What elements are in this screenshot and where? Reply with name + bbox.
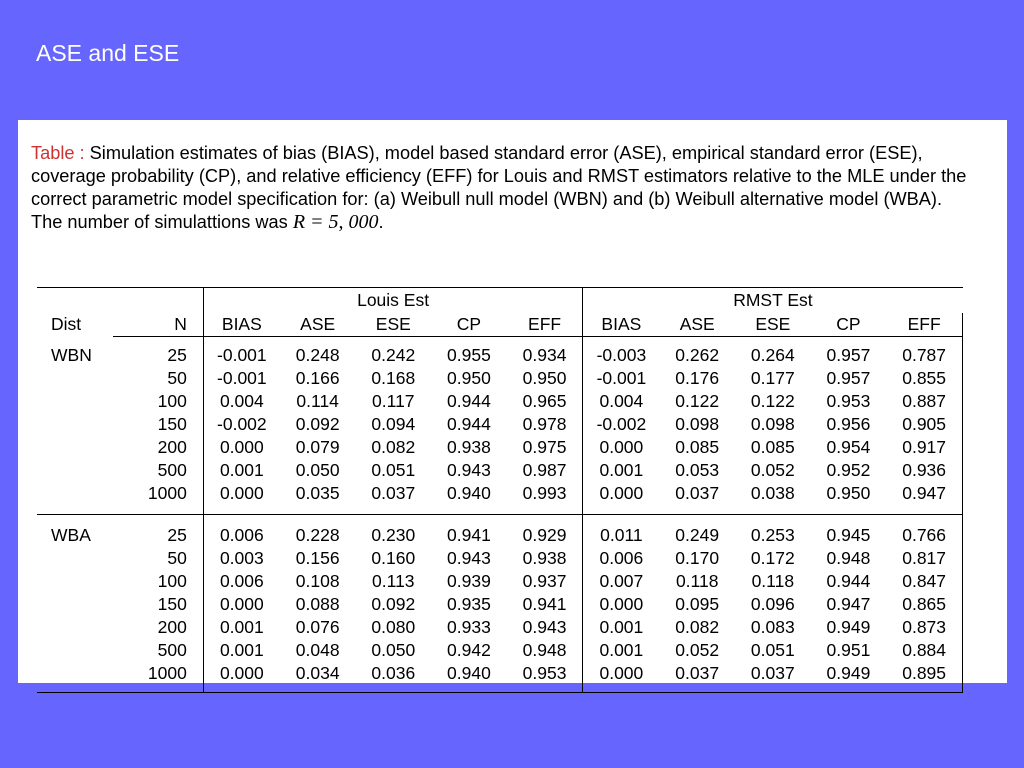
rmst-ese-cell: 0.052 <box>750 460 795 480</box>
louis-eff-cell: 0.965 <box>522 391 567 411</box>
rmst-bias-cell: 0.000 <box>583 662 660 685</box>
sample-size: 1000 <box>147 483 187 503</box>
rmst-bias-cell: 0.004 <box>583 390 660 413</box>
rmst-cp-cell: 0.951 <box>826 640 871 660</box>
col-header-louis-bias: BIAS <box>203 313 280 337</box>
louis-cp-cell: 0.944 <box>447 391 491 411</box>
louis-eff-cell: 0.948 <box>522 640 567 660</box>
results-table <box>37 287 963 693</box>
rmst-eff-cell: 0.873 <box>886 616 962 639</box>
col-header-louis-cp: CP <box>431 313 507 337</box>
rmst-ese-cell: 0.085 <box>750 437 795 457</box>
rmst-bias-cell: 0.001 <box>583 639 660 662</box>
col-header-rmst-ase: ASE <box>659 313 735 337</box>
rmst-ase-cell: 0.122 <box>675 391 720 411</box>
louis-cp-cell: 0.940 <box>447 663 491 683</box>
table-row <box>37 344 963 367</box>
caption-text: Simulation estimates of bias (BIAS), model based standard error (ASE), empirical standard error (ESE), coverage probability (CP), and relative efficiency (EFF) for Louis and RMST estimators relative to the MLE under the correct parametric model specification for: (a) Weibull null model (WBN) and (b) Weibull alternative model (WBA). The number of simulattions was <box>31 143 967 232</box>
louis-bias-cell: 0.001 <box>203 616 280 639</box>
louis-bias-cell: 0.006 <box>203 570 280 593</box>
rmst-ese-cell: 0.264 <box>750 345 795 365</box>
louis-bias-cell: -0.002 <box>203 413 280 436</box>
rmst-cp-cell: 0.945 <box>826 525 871 545</box>
louis-ese-cell: 0.094 <box>371 414 416 434</box>
louis-ase-cell: 0.079 <box>295 437 340 457</box>
rmst-ase-cell: 0.052 <box>675 640 720 660</box>
dist-label: WBA <box>51 525 91 545</box>
col-header-dist: Dist <box>51 314 82 335</box>
col-header-louis-ase: ASE <box>280 313 356 337</box>
louis-bias-cell: 0.000 <box>203 593 280 616</box>
louis-bias-cell: 0.000 <box>203 436 280 459</box>
louis-ase-cell: 0.092 <box>295 414 340 434</box>
dist-empty <box>37 593 113 616</box>
louis-ese-cell: 0.113 <box>372 571 415 591</box>
rmst-eff-cell: 0.936 <box>886 459 962 482</box>
louis-ase-cell: 0.050 <box>295 460 340 480</box>
table-row <box>37 459 963 482</box>
louis-cp-cell: 0.940 <box>447 483 491 503</box>
rmst-bias-cell: 0.000 <box>583 482 660 505</box>
rmst-eff-cell: 0.817 <box>886 547 962 570</box>
sample-size: 25 <box>167 525 187 545</box>
sample-size: 200 <box>157 437 187 457</box>
rmst-ese-cell: 0.051 <box>750 640 795 660</box>
col-header-rmst-cp: CP <box>811 313 887 337</box>
col-header-louis-eff: EFF <box>507 313 583 337</box>
rmst-eff-cell: 0.884 <box>886 639 962 662</box>
louis-bias-cell: 0.004 <box>203 390 280 413</box>
louis-ase-cell: 0.166 <box>295 368 340 388</box>
dist-empty <box>37 662 113 685</box>
louis-bias-cell: -0.001 <box>203 344 280 367</box>
louis-ase-cell: 0.156 <box>295 548 340 568</box>
louis-ase-cell: 0.108 <box>295 571 340 591</box>
caption-math: R = 5, 000 <box>292 211 379 233</box>
louis-ase-cell: 0.228 <box>295 525 340 545</box>
sample-size: 150 <box>157 594 187 614</box>
table-row <box>37 390 963 413</box>
caption-end: . <box>378 212 384 232</box>
rmst-ase-cell: 0.098 <box>675 414 720 434</box>
rmst-eff-cell: 0.865 <box>886 593 962 616</box>
louis-cp-cell: 0.955 <box>447 345 491 365</box>
dist-empty <box>37 570 113 593</box>
rmst-ase-cell: 0.118 <box>675 571 719 591</box>
rmst-cp-cell: 0.952 <box>826 460 871 480</box>
rmst-ese-cell: 0.177 <box>750 368 795 388</box>
louis-ese-cell: 0.082 <box>371 437 416 457</box>
sample-size: 150 <box>157 414 187 434</box>
rmst-ase-cell: 0.170 <box>675 548 720 568</box>
rmst-ase-cell: 0.085 <box>675 437 720 457</box>
dist-empty <box>37 639 113 662</box>
rmst-ase-cell: 0.082 <box>675 617 720 637</box>
dist-empty <box>37 547 113 570</box>
rmst-bias-cell: 0.000 <box>583 593 660 616</box>
col-header-rmst-ese: ESE <box>735 313 811 337</box>
dist-empty <box>37 436 113 459</box>
louis-ese-cell: 0.051 <box>371 460 416 480</box>
sample-size: 50 <box>167 548 187 568</box>
table-spacer <box>37 515 963 525</box>
rmst-eff-cell: 0.887 <box>886 390 962 413</box>
louis-eff-cell: 0.975 <box>522 437 567 457</box>
louis-ese-cell: 0.168 <box>371 368 416 388</box>
dist-empty <box>37 413 113 436</box>
louis-bias-cell: 0.001 <box>203 639 280 662</box>
dist-empty <box>37 482 113 505</box>
louis-eff-cell: 0.941 <box>522 594 567 614</box>
table-figure <box>18 120 1007 683</box>
louis-ese-cell: 0.160 <box>371 548 416 568</box>
table-row <box>37 570 963 593</box>
rmst-cp-cell: 0.950 <box>826 483 871 503</box>
louis-cp-cell: 0.941 <box>447 525 491 545</box>
dist-empty <box>37 367 113 390</box>
louis-ese-cell: 0.230 <box>371 525 416 545</box>
rmst-bias-cell: 0.001 <box>583 616 660 639</box>
rmst-bias-cell: 0.007 <box>583 570 660 593</box>
rmst-ese-cell: 0.083 <box>750 617 795 637</box>
caption-label: Table : <box>31 143 85 163</box>
louis-eff-cell: 0.987 <box>522 460 567 480</box>
group-header-louis: Louis Est <box>203 288 583 314</box>
rmst-bias-cell: 0.000 <box>583 436 660 459</box>
sample-size: 100 <box>157 571 187 591</box>
louis-ase-cell: 0.248 <box>295 345 340 365</box>
rmst-cp-cell: 0.956 <box>826 414 871 434</box>
rmst-ase-cell: 0.176 <box>675 368 720 388</box>
table-row <box>37 662 963 685</box>
rmst-ese-cell: 0.122 <box>750 391 795 411</box>
louis-cp-cell: 0.933 <box>447 617 491 637</box>
louis-eff-cell: 0.978 <box>522 414 567 434</box>
rmst-cp-cell: 0.949 <box>826 617 871 637</box>
table-row <box>37 367 963 390</box>
group-header-row <box>37 288 963 314</box>
rmst-cp-cell: 0.954 <box>826 437 871 457</box>
table-spacer <box>37 505 963 515</box>
louis-ase-cell: 0.114 <box>296 391 339 411</box>
rmst-cp-cell: 0.944 <box>826 571 871 591</box>
rmst-ese-cell: 0.038 <box>750 483 795 503</box>
dist-empty <box>37 616 113 639</box>
rmst-cp-cell: 0.948 <box>826 548 871 568</box>
group-header-rmst: RMST Est <box>583 288 963 314</box>
louis-bias-cell: 0.006 <box>203 524 280 547</box>
sample-size: 100 <box>157 391 187 411</box>
louis-ese-cell: 0.092 <box>371 594 416 614</box>
sample-size: 25 <box>167 345 187 365</box>
col-header-rmst-eff: EFF <box>886 313 962 337</box>
louis-cp-cell: 0.943 <box>447 460 491 480</box>
louis-bias-cell: 0.000 <box>203 662 280 685</box>
louis-ase-cell: 0.034 <box>295 663 340 683</box>
louis-eff-cell: 0.993 <box>522 483 567 503</box>
sample-size: 1000 <box>147 663 187 683</box>
louis-bias-cell: 0.000 <box>203 482 280 505</box>
rmst-ase-cell: 0.053 <box>675 460 720 480</box>
louis-cp-cell: 0.944 <box>447 414 491 434</box>
louis-ese-cell: 0.117 <box>372 391 415 411</box>
rmst-bias-cell: 0.006 <box>583 547 660 570</box>
sample-size: 50 <box>167 368 187 388</box>
rmst-cp-cell: 0.957 <box>826 345 871 365</box>
dist-empty <box>37 390 113 413</box>
louis-ase-cell: 0.076 <box>295 617 340 637</box>
table-row <box>37 547 963 570</box>
table-spacer <box>37 337 963 345</box>
sample-size: 200 <box>157 617 187 637</box>
louis-ese-cell: 0.242 <box>371 345 416 365</box>
col-header-n: N <box>113 313 203 337</box>
louis-eff-cell: 0.937 <box>522 571 567 591</box>
louis-ase-cell: 0.048 <box>295 640 340 660</box>
louis-ese-cell: 0.036 <box>371 663 416 683</box>
dist-label: WBN <box>51 345 92 365</box>
rmst-ese-cell: 0.096 <box>750 594 795 614</box>
rmst-ase-cell: 0.095 <box>675 594 720 614</box>
louis-eff-cell: 0.929 <box>522 525 567 545</box>
louis-bias-cell: -0.001 <box>203 367 280 390</box>
louis-ese-cell: 0.080 <box>371 617 416 637</box>
sample-size: 500 <box>157 460 187 480</box>
louis-ese-cell: 0.037 <box>371 483 416 503</box>
louis-bias-cell: 0.003 <box>203 547 280 570</box>
louis-bias-cell: 0.001 <box>203 459 280 482</box>
rmst-ese-cell: 0.253 <box>750 525 795 545</box>
louis-cp-cell: 0.950 <box>447 368 491 388</box>
louis-ese-cell: 0.050 <box>371 640 416 660</box>
rmst-bias-cell: 0.011 <box>583 524 660 547</box>
rmst-cp-cell: 0.947 <box>826 594 871 614</box>
rmst-ese-cell: 0.172 <box>750 548 795 568</box>
rmst-ese-cell: 0.118 <box>751 571 795 591</box>
slide-title: ASE and ESE <box>36 40 180 66</box>
table-row <box>37 413 963 436</box>
louis-cp-cell: 0.939 <box>447 571 491 591</box>
rmst-ase-cell: 0.262 <box>675 345 720 365</box>
louis-eff-cell: 0.950 <box>522 368 567 388</box>
rmst-eff-cell: 0.787 <box>886 344 962 367</box>
rmst-eff-cell: 0.905 <box>886 413 962 436</box>
louis-cp-cell: 0.938 <box>447 437 491 457</box>
table-spacer <box>37 685 963 693</box>
rmst-ese-cell: 0.037 <box>750 663 795 683</box>
louis-ase-cell: 0.035 <box>295 483 340 503</box>
rmst-eff-cell: 0.766 <box>886 524 962 547</box>
louis-cp-cell: 0.942 <box>447 640 491 660</box>
louis-cp-cell: 0.943 <box>447 548 491 568</box>
rmst-ase-cell: 0.037 <box>675 483 720 503</box>
rmst-eff-cell: 0.847 <box>886 570 962 593</box>
rmst-cp-cell: 0.957 <box>826 368 871 388</box>
table-row <box>37 524 963 547</box>
louis-ase-cell: 0.088 <box>295 594 340 614</box>
rmst-bias-cell: 0.001 <box>583 459 660 482</box>
louis-eff-cell: 0.953 <box>522 663 567 683</box>
louis-eff-cell: 0.943 <box>522 617 567 637</box>
rmst-bias-cell: -0.003 <box>583 344 660 367</box>
rmst-ase-cell: 0.249 <box>675 525 720 545</box>
dist-empty <box>37 459 113 482</box>
rmst-bias-cell: -0.002 <box>583 413 660 436</box>
rmst-bias-cell: -0.001 <box>583 367 660 390</box>
table-row <box>37 593 963 616</box>
rmst-cp-cell: 0.949 <box>826 663 871 683</box>
col-header-rmst-bias: BIAS <box>583 313 660 337</box>
table-row <box>37 616 963 639</box>
rmst-ase-cell: 0.037 <box>675 663 720 683</box>
sample-size: 500 <box>157 640 187 660</box>
rmst-eff-cell: 0.947 <box>886 482 962 505</box>
table-caption <box>31 142 976 234</box>
column-header-row <box>37 313 963 337</box>
table-row <box>37 639 963 662</box>
rmst-eff-cell: 0.895 <box>886 662 962 685</box>
louis-cp-cell: 0.935 <box>447 594 491 614</box>
rmst-eff-cell: 0.855 <box>886 367 962 390</box>
col-header-louis-ese: ESE <box>355 313 431 337</box>
louis-eff-cell: 0.934 <box>522 345 567 365</box>
louis-eff-cell: 0.938 <box>522 548 567 568</box>
table-row <box>37 436 963 459</box>
table-row <box>37 482 963 505</box>
rmst-cp-cell: 0.953 <box>826 391 871 411</box>
rmst-eff-cell: 0.917 <box>886 436 962 459</box>
rmst-ese-cell: 0.098 <box>750 414 795 434</box>
